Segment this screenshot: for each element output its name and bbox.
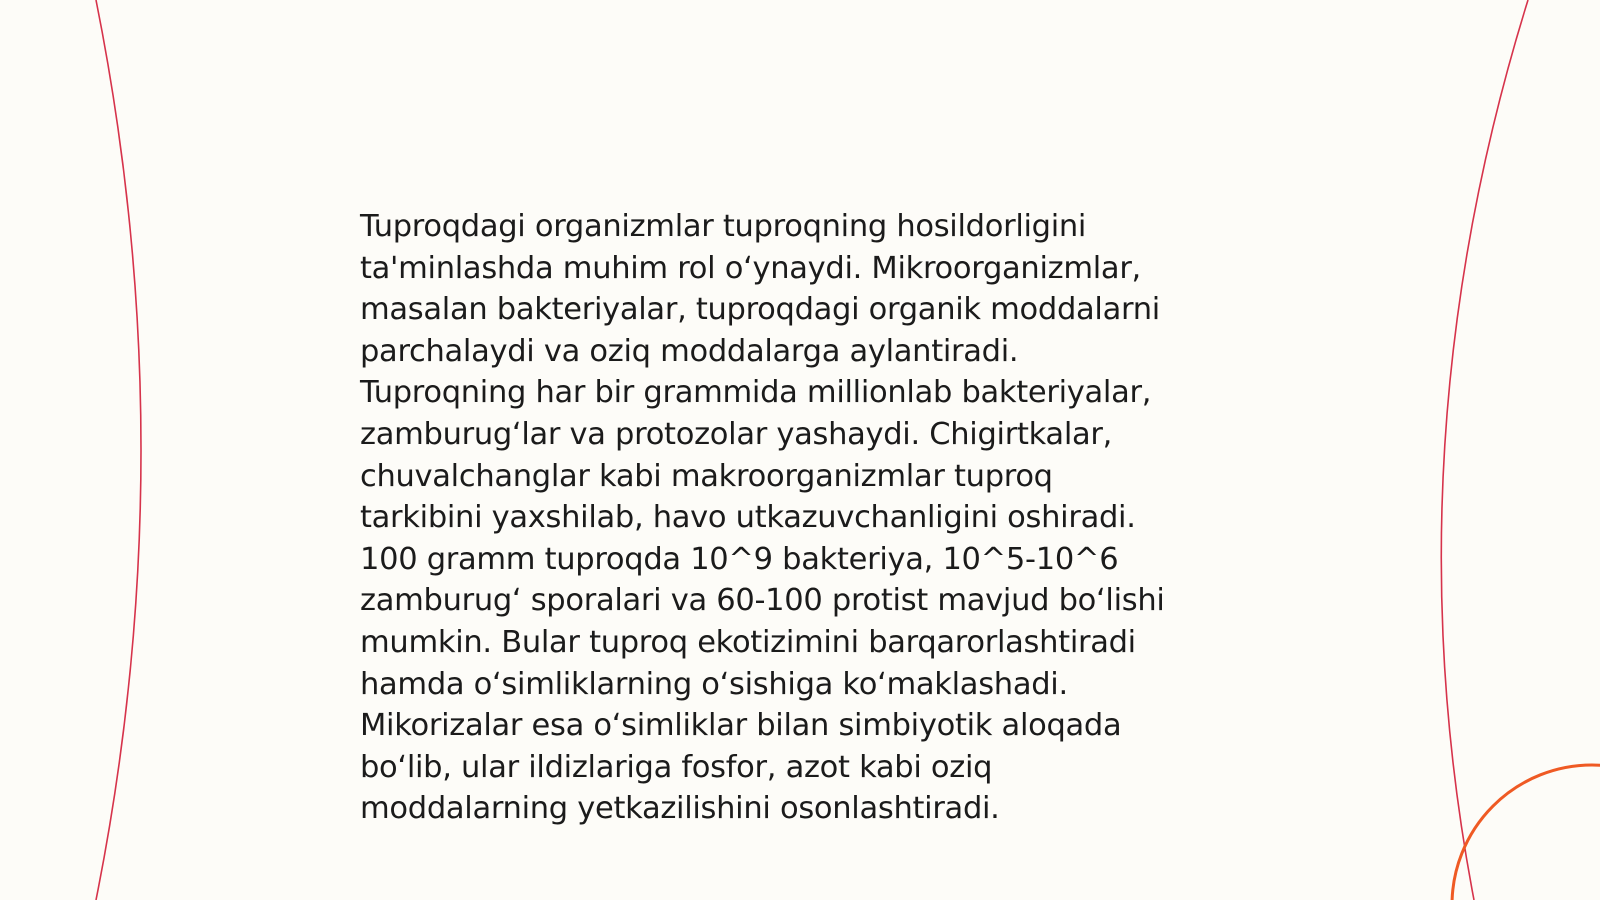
paragraph-line: Mikorizalar esa o‘simliklar bilan simbiyotik aloqada (360, 708, 1122, 744)
paragraph-line: bo‘lib, ular ildizlariga fosfor, azot kabi oziq (360, 749, 993, 785)
left-arc-line (96, 0, 141, 900)
paragraph-line: Tuproqdagi organizmlar tuproqning hosildorligini (360, 209, 1087, 244)
right-arc-line (1441, 0, 1528, 900)
paragraph-line: parchalaydi va oziq moddalarga aylantiradi. (360, 333, 1019, 369)
paragraph-line: mumkin. Bular tuproq ekotizimini barqarorlashtiradi (360, 624, 1136, 660)
paragraph-line: Tuproqning har bir grammida millionlab bakteriyalar, (360, 375, 1152, 411)
paragraph-line: ta'minlashda muhim rol o‘ynaydi. Mikroorganizmlar, (360, 250, 1141, 286)
accent-circle (1452, 765, 1600, 900)
body-paragraph (360, 206, 1240, 830)
paragraph-line: chuvalchanglar kabi makroorganizmlar tuproq (360, 458, 1053, 494)
paragraph-line: hamda o‘simliklarning o‘sishiga ko‘maklashadi. (360, 666, 1068, 702)
paragraph-line: zamburug‘lar va protozolar yashaydi. Chigirtkalar, (360, 416, 1113, 452)
paragraph-line: moddalarning yetkazilishini osonlashtiradi. (360, 791, 1000, 827)
paragraph-line: 100 gramm tuproqda 10^9 bakteriya, 10^5-10^6 (360, 541, 1119, 577)
paragraph-line: tarkibini yaxshilab, havo utkazuvchanligini oshiradi. (360, 500, 1136, 536)
paragraph-line: zamburug‘ sporalari va 60-100 protist mavjud bo‘lishi (360, 583, 1165, 619)
paragraph-line: masalan bakteriyalar, tuproqdagi organik moddalarni (360, 292, 1160, 328)
